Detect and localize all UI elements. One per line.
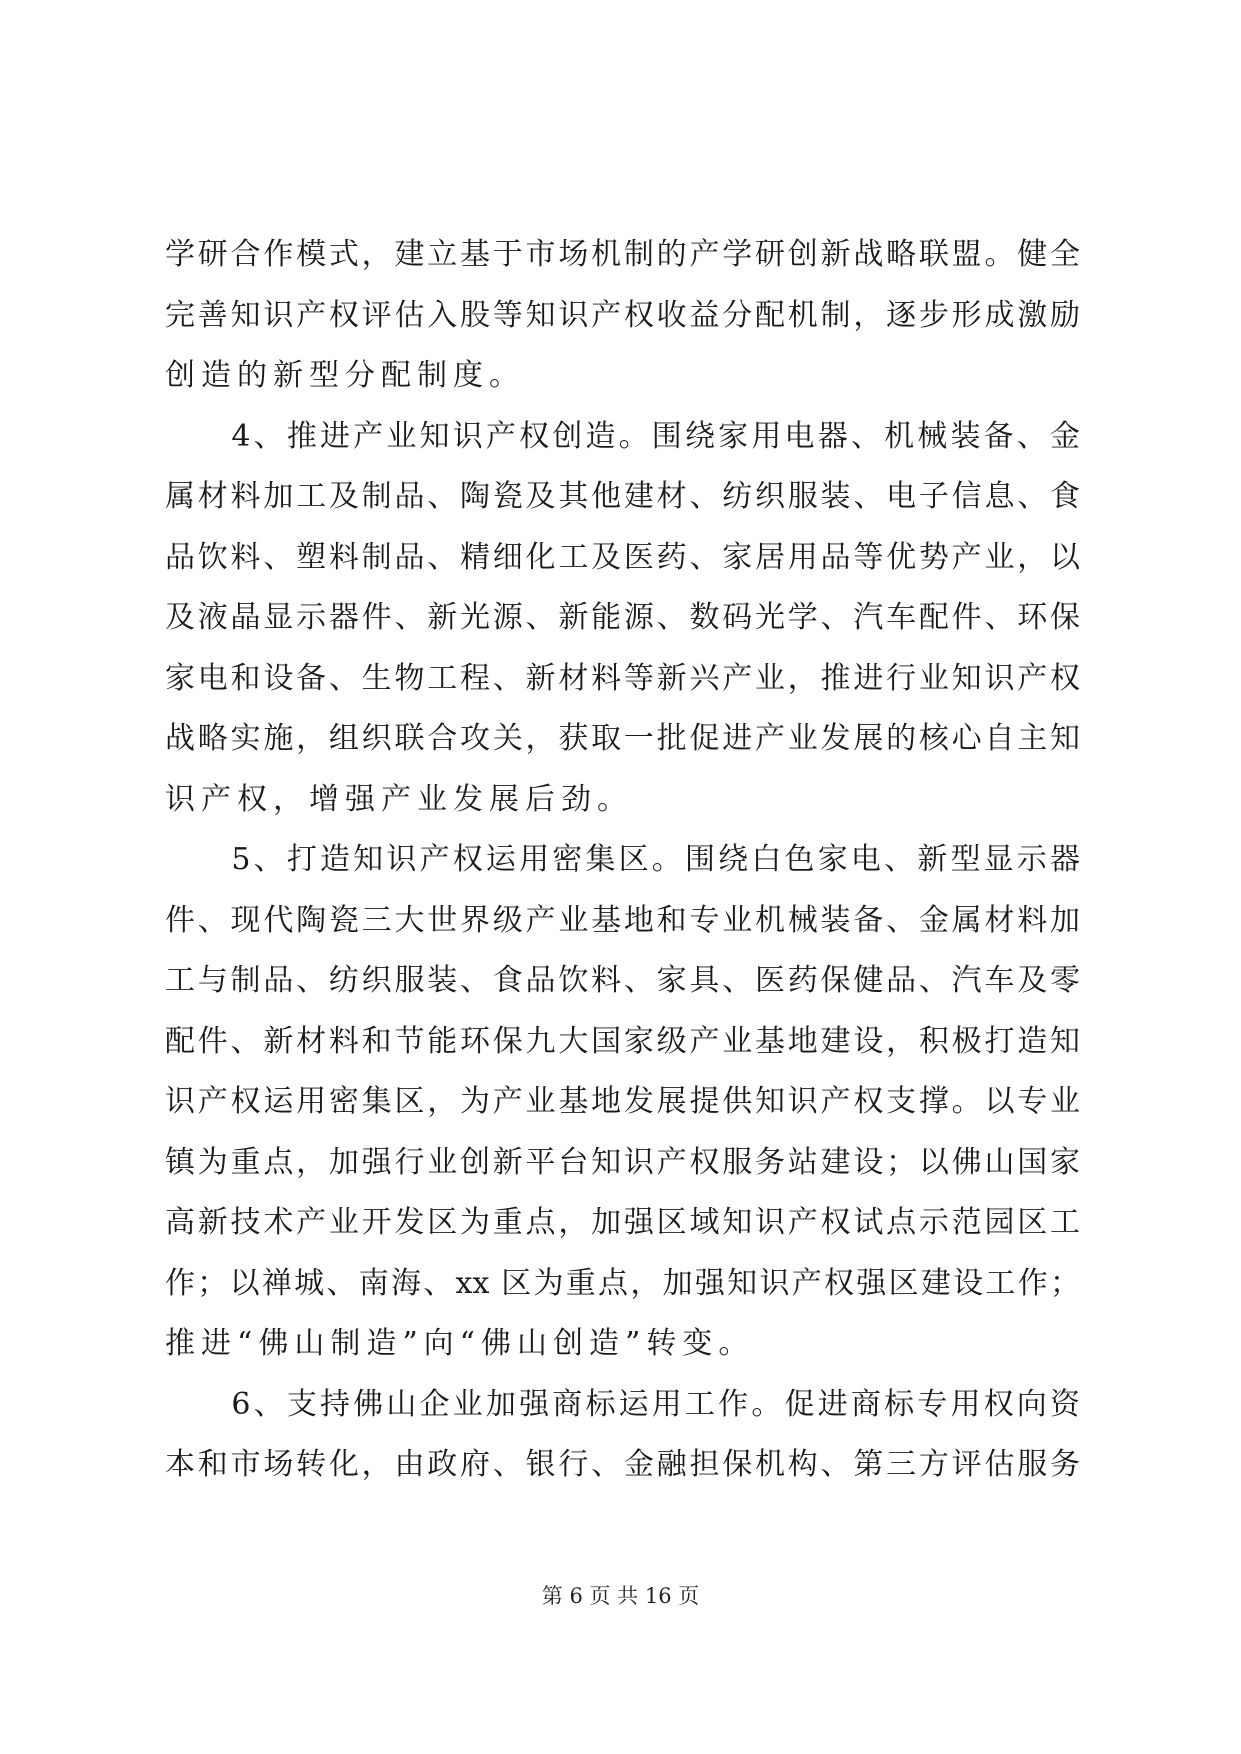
- text-line: 镇为重点，加强行业创新平台知识产权服务站建设；以佛山国家: [165, 1144, 1080, 1180]
- text-line: 推进“佛山制造”向“佛山创造”转变。: [165, 1326, 755, 1361]
- text-line: 件、现代陶瓷三大世界级产业基地和专业机械装备、金属材料加: [165, 902, 1080, 938]
- text-line: 5、打造知识产权运用密集区。围绕白色家电、新型显示器: [165, 842, 1080, 877]
- text-line: 配件、新材料和节能环保九大国家级产业基地建设，积极打造知: [165, 1023, 1080, 1059]
- text-line: 4、推进产业知识产权创造。围绕家用电器、机械装备、金: [165, 418, 1080, 454]
- text-line: 战略实施，组织联合攻关，获取一批促进产业发展的核心自主知: [165, 721, 1080, 756]
- page-number-footer: 第 6 页 共 16 页: [541, 1584, 700, 1608]
- text-line: 识产权，增强产业发展后劲。: [165, 781, 633, 817]
- text-line: 本和市场转化，由政府、银行、金融担保机构、第三方评估服务: [165, 1447, 1080, 1482]
- text-line: 及液晶显示器件、新光源、新能源、数码光学、汽车配件、环保: [165, 600, 1080, 635]
- text-line: 识产权运用密集区，为产业基地发展提供知识产权支撑。以专业: [165, 1084, 1080, 1119]
- text-line: 高新技术产业开发区为重点，加强区域知识产权试点示范园区工: [165, 1205, 1080, 1240]
- text-line: 作；以禅城、南海、xx 区为重点，加强知识产权强区建设工作；: [165, 1265, 1080, 1301]
- body-text: [165, 225, 1080, 1496]
- text-line: 属材料加工及制品、陶瓷及其他建材、纺织服装、电子信息、食: [165, 479, 1080, 514]
- text-line: 学研合作模式，建立基于市场机制的产学研创新战略联盟。健全: [165, 237, 1080, 272]
- text-line: 家电和设备、生物工程、新材料等新兴产业，推进行业知识产权: [165, 660, 1080, 696]
- text-line: 品饮料、塑料制品、精细化工及医药、家居用品等优势产业，以: [165, 539, 1080, 575]
- text-line: 创造的新型分配制度。: [165, 358, 525, 393]
- text-line: 完善知识产权评估入股等知识产权收益分配机制，逐步形成激励: [165, 297, 1080, 333]
- text-line: 6、支持佛山企业加强商标运用工作。促进商标专用权向资: [165, 1386, 1080, 1422]
- text-line: 工与制品、纺织服装、食品饮料、家具、医药保健品、汽车及零: [165, 963, 1080, 998]
